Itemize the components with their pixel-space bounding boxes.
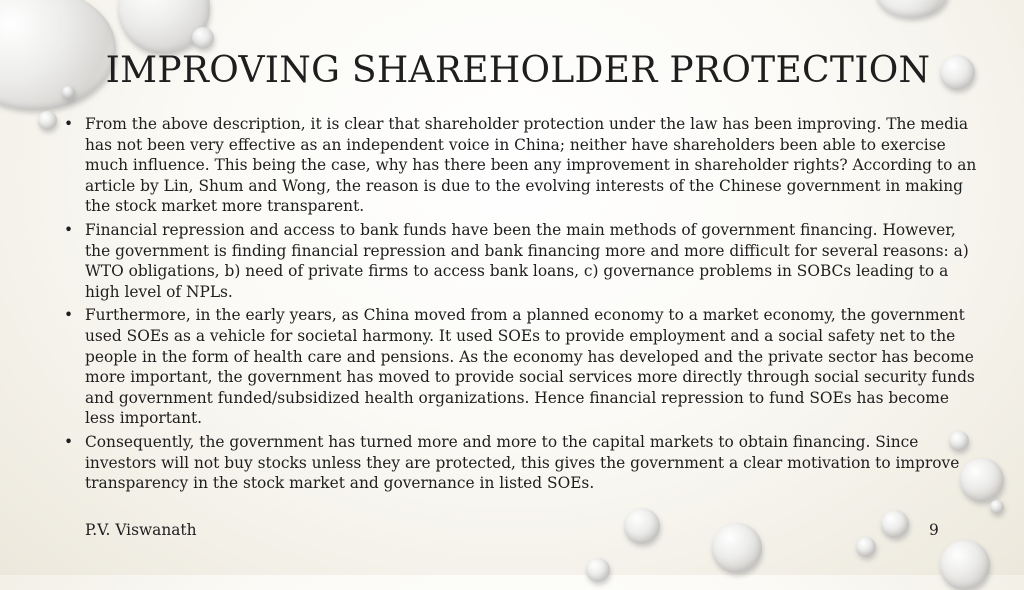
water-droplet-decoration bbox=[624, 508, 660, 544]
page-number: 9 bbox=[929, 521, 939, 539]
water-droplet-decoration bbox=[876, 0, 948, 18]
bullet-text: From the above description, it is clear that shareholder protection under the law has been improving. The media has not been very effective as an independent voice in China; neither have shareholders been able to exercise much influence. This being the case, why has there been any improvement in shareholder rights? According to an article by Lin, Shum and Wong, the reason is due to the evolving interests of the Chinese government in making the stock market more transparent. bbox=[85, 115, 977, 216]
water-droplet-decoration bbox=[38, 111, 57, 130]
bullet-list bbox=[62, 114, 982, 497]
water-droplet-decoration bbox=[881, 510, 909, 538]
bullet-item bbox=[62, 220, 982, 302]
bullet-item bbox=[62, 114, 982, 217]
water-droplet-decoration bbox=[940, 540, 990, 590]
bullet-item bbox=[62, 432, 982, 494]
slide-title: IMPROVING SHAREHOLDER PROTECTION bbox=[105, 50, 931, 91]
bullet-icon: • bbox=[64, 115, 74, 133]
bullet-item bbox=[62, 305, 982, 429]
water-droplet-decoration bbox=[990, 500, 1004, 514]
bullet-icon: • bbox=[64, 432, 74, 451]
water-droplet-decoration bbox=[192, 27, 214, 49]
bullet-text: Furthermore, in the early years, as China moved from a planned economy to a market economy, the government used SOEs as a vehicle for societal harmony. It used SOEs to provide employment and a social safety net to the people in the form of health care and pensions. As the economy has developed and the private sector has become more important, the government has moved to provide social services more directly through social security funds and government funded/subsidized health organizations. Hence financial repression to fund SOEs has become less important. bbox=[85, 306, 975, 428]
bullet-text: Consequently, the government has turned more and more to the capital markets to obtain financing. Since investors will not buy stocks unless they are protected, this gives the government a clear motivation to improve transparency in the stock market and governance in listed SOEs. bbox=[85, 432, 960, 493]
water-droplet-decoration bbox=[712, 523, 762, 573]
water-droplet-decoration bbox=[856, 537, 876, 557]
water-droplet-decoration bbox=[586, 558, 610, 582]
bullet-text: Financial repression and access to bank funds have been the main methods of government financing. However, the government is finding financial repression and bank financing more and more difficult for several reasons: a) WTO obligations, b) need of private firms to access bank loans, c) governance problems in SOBCs leading to a high level of NPLs. bbox=[85, 220, 969, 301]
bullet-icon: • bbox=[64, 306, 74, 325]
bullet-icon: • bbox=[64, 220, 74, 239]
footer-author: P.V. Viswanath bbox=[85, 521, 197, 539]
